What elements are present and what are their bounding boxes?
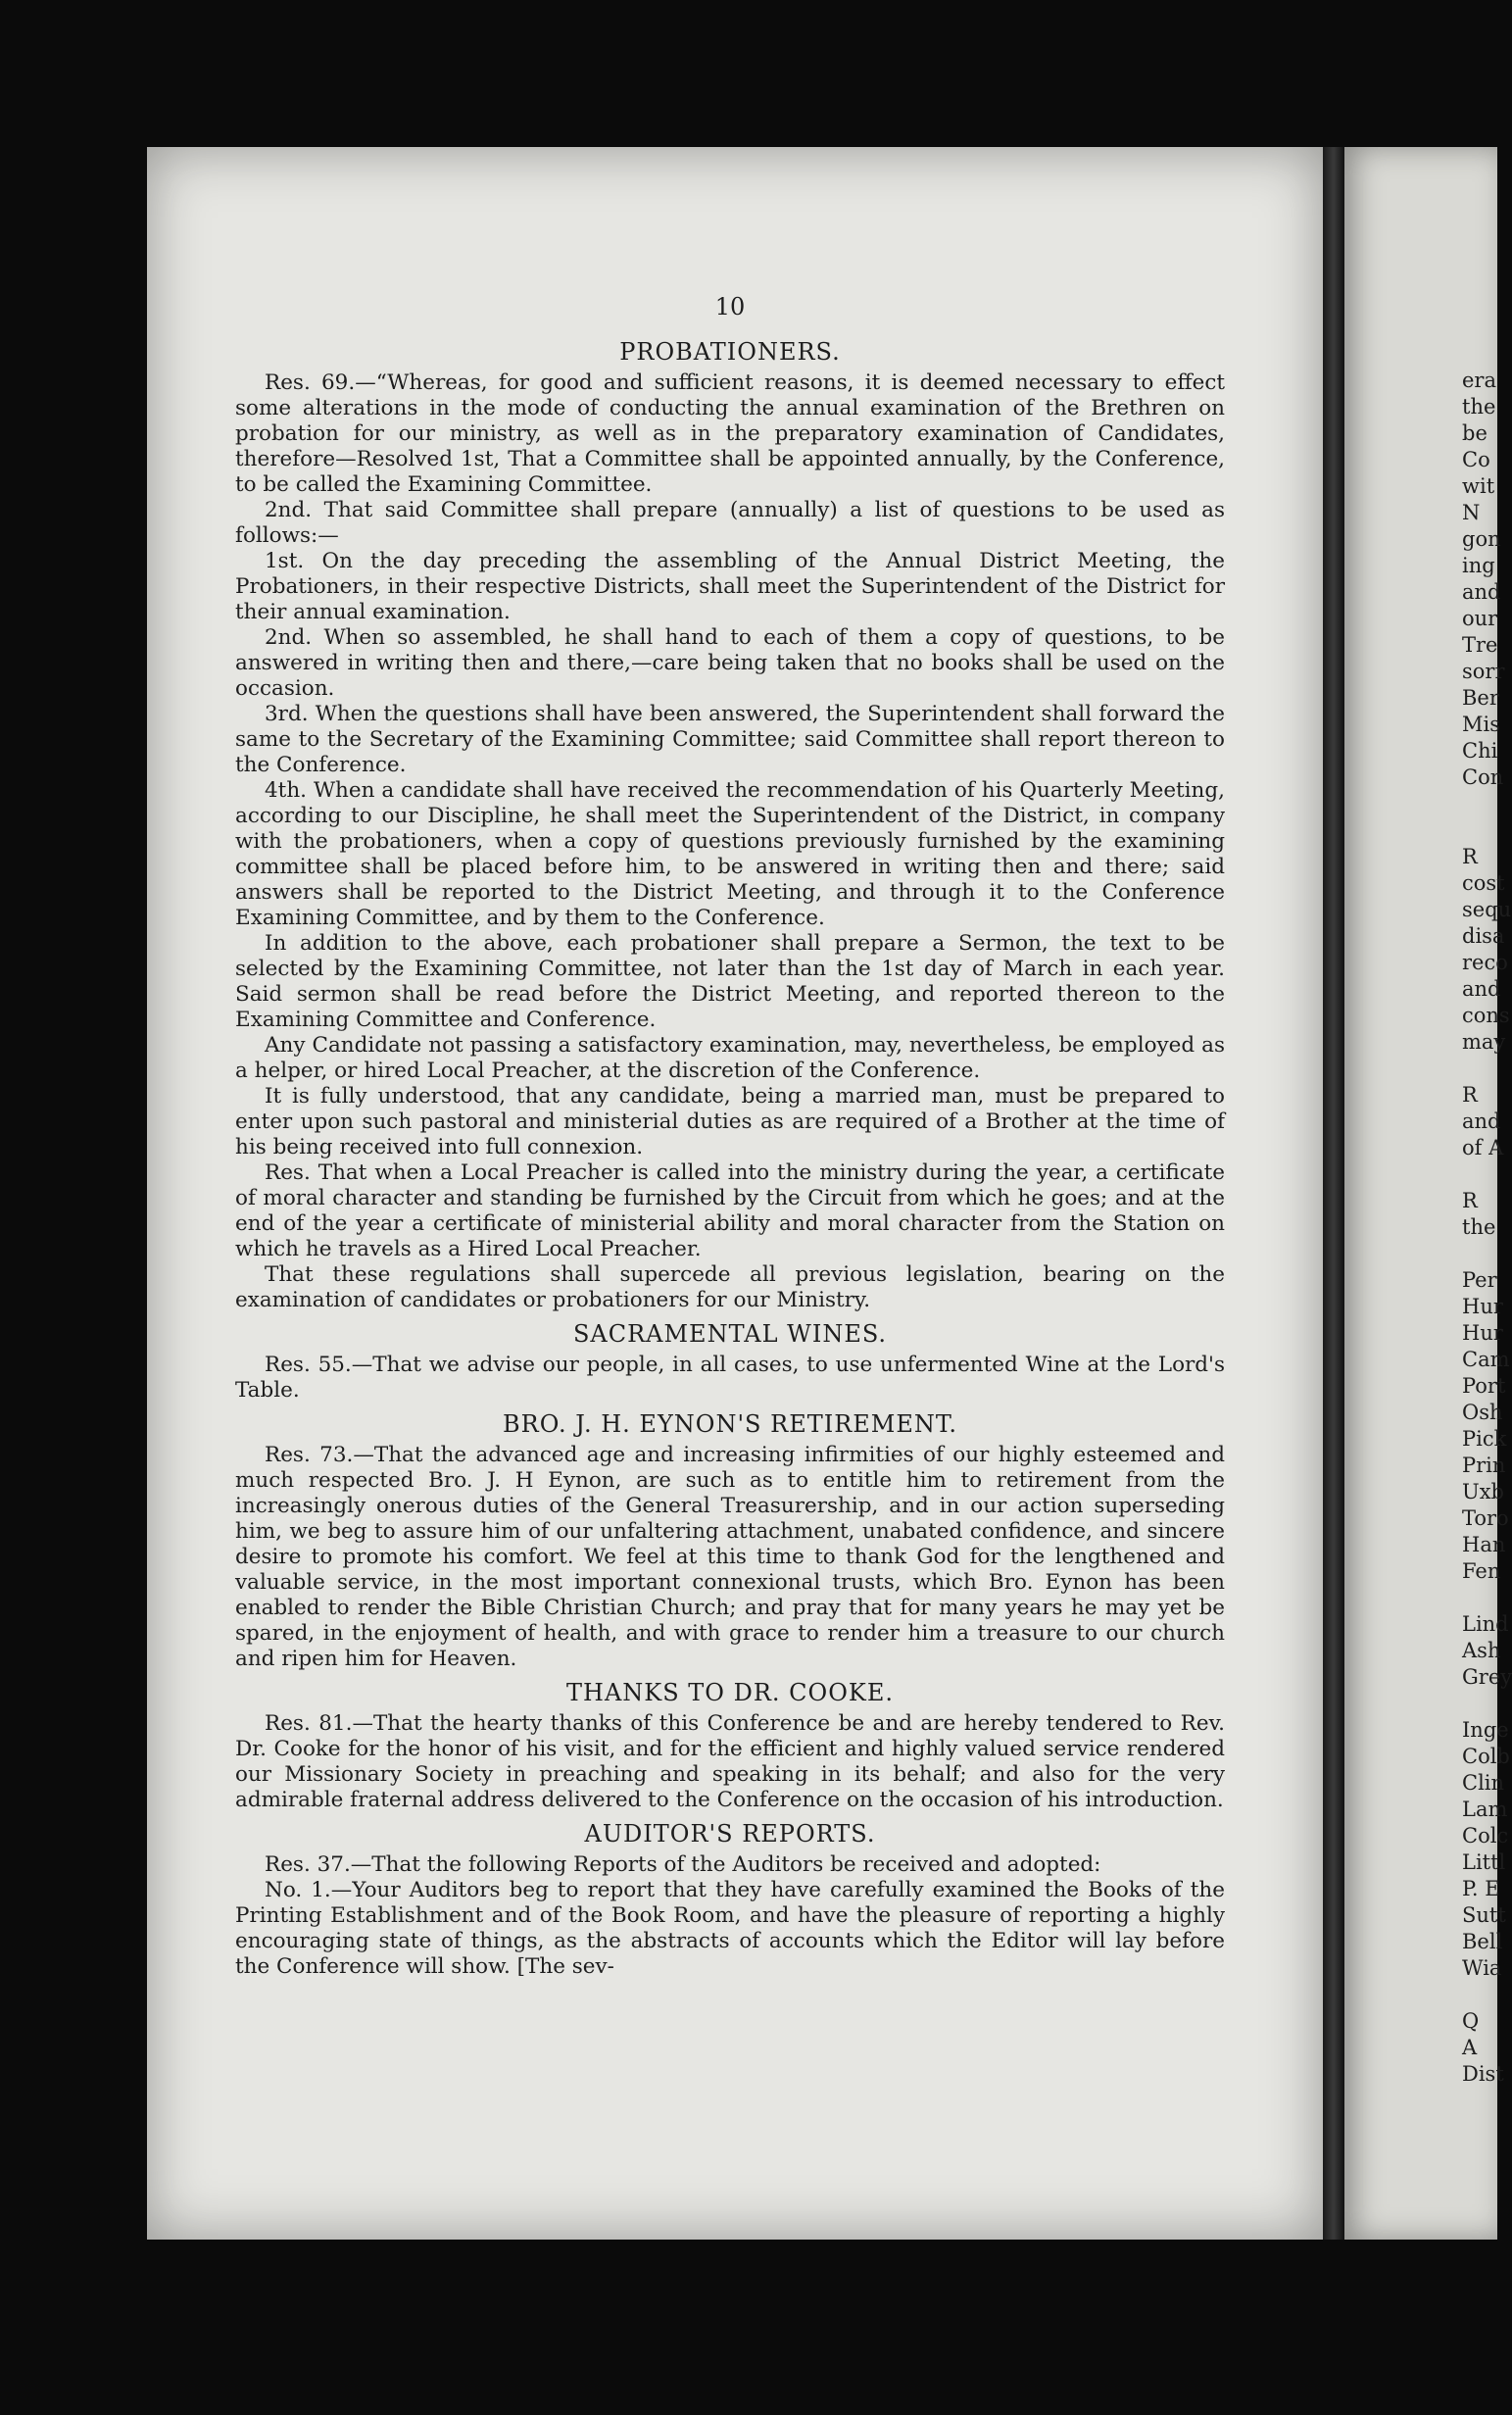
facing-fragment: Littl [1462,1850,1506,1874]
facing-fragment: Per [1462,1268,1497,1292]
facing-fragment [1462,817,1497,844]
facing-fragment: Prin [1462,1454,1506,1477]
paragraph: It is fully understood, that any candidate, being a married man, must be prepared to enter upon such pastoral and ministerial duties as are required of a Brother at the time of his being received into full connexion. [235,1084,1225,1159]
facing-fragment: R [1462,845,1478,868]
book-gutter [1323,147,1344,2240]
paragraph: 1st. On the day preceding the assembling of the Annual District Meeting, the Probationers, in their respective Districts, shall meet the Superintendent of the District for their annual examination. [235,549,1225,624]
facing-fragment: our [1462,607,1498,630]
facing-fragment: Lind [1462,1612,1509,1636]
facing-fragment: sequ [1462,898,1512,921]
facing-fragment [1462,1241,1497,1267]
section-heading: AUDITOR'S REPORTS. [584,1820,876,1848]
facing-fragment: Han [1462,1533,1506,1556]
facing-fragment: gon [1462,527,1501,551]
facing-fragment: Toro [1462,1506,1509,1530]
facing-fragment [1462,1982,1497,2008]
facing-fragment [1462,791,1497,817]
facing-fragment: Bell [1462,1930,1503,1953]
page-text-column [235,294,1225,1980]
facing-fragment: cons [1462,1004,1510,1027]
facing-fragment: Ber [1462,686,1499,710]
facing-fragment: Clin [1462,1771,1505,1795]
section [235,1321,1225,1404]
paragraph: Res. 69.—“Whereas, for good and sufficient reasons, it is deemed necessary to effect some alterations in the mode of conducting the annual examination of the Brethren on probation for our ministry, as well as in the preparatory examination of Candidates, therefore—Resolved 1st, That a Committee shall be appointed annually, by the Conference, to be called the Examining Committee. [235,370,1225,497]
facing-fragment: and [1462,1109,1501,1133]
facing-fragment: P. E [1462,1877,1500,1900]
facing-fragment: Wia [1462,1956,1502,1980]
facing-fragment: Uxb [1462,1480,1504,1503]
facing-fragment: of A [1462,1136,1504,1159]
facing-fragment: sorr [1462,660,1505,683]
paragraph: Any Candidate not passing a satisfactory examination, may, nevertheless, be employed as a helper, or hired Local Preacher, at the discretion of the Conference. [235,1033,1225,1083]
facing-fragment: Dist [1462,2062,1504,2086]
facing-fragment: Co [1462,448,1490,471]
paragraph: In addition to the above, each probationer shall prepare a Sermon, the text to be selected by the Examining Committee, not later than the 1st day of March in each year. Said sermon shall be read before the District Meeting, and reported thereon to the Examining Committee and Conference. [235,931,1225,1032]
facing-fragment: Osh [1462,1401,1503,1424]
facing-fragment: Pick [1462,1427,1507,1451]
facing-fragment: Lam [1462,1798,1508,1821]
paragraph: Res. That when a Local Preacher is called into the ministry during the year, a certificate of moral character and standing be furnished by the Circuit from which he goes; and at the end of the year a certificate of ministerial ability and moral character from the Station on which he travels as a Hired Local Preacher. [235,1160,1225,1261]
section-heading: SACRAMENTAL WINES. [572,1320,888,1348]
paragraph: Res. 37.—That the following Reports of the Auditors be received and adopted: [265,1852,1101,1877]
facing-fragment: Hur [1462,1321,1503,1345]
facing-fragment: A [1462,2036,1478,2059]
facing-fragment: Chi [1462,739,1498,763]
section-heading: BRO. J. H. EYNON'S RETIREMENT. [502,1410,957,1438]
facing-fragment: cost [1462,871,1505,895]
paragraph: Res. 73.—That the advanced age and increasing infirmities of our highly esteemed and much respected Bro. J. H Eynon, are such as to entitle him to retirement from the increasingly onerous duties of the General Treasurership, and in our action superseding him, we beg to assure him of our unfaltering attachment, unabated confidence, and sincere desire to promote his comfort. We feel at this time to thank God for the lengthened and valuable service, in the most important connexional trusts, which Bro. Eynon has been enabled to render the Bible Christian Church; and pray that for many years he may yet be spared, in the enjoyment of health, and with grace to render him a treasure to our church and ripen him for Heaven. [235,1443,1225,1671]
facing-fragment: Cam [1462,1348,1510,1371]
facing-fragment [1462,1585,1497,1611]
section [235,339,1225,1313]
section-heading: THANKS TO DR. COOKE. [566,1679,894,1706]
facing-fragment [1462,1056,1497,1082]
facing-fragment: Port [1462,1374,1506,1398]
section [235,1411,1225,1672]
paragraph: 2nd. When so assembled, he shall hand to each of them a copy of questions, to be answered in writing then and there,—care being taken that no books shall be used on the occasion. [235,625,1225,701]
facing-fragment: and [1462,580,1501,604]
facing-fragment: R [1462,1189,1478,1212]
facing-fragment: Hur [1462,1295,1503,1318]
facing-fragment: era [1462,369,1496,392]
facing-fragment [1462,1161,1497,1188]
section [235,1680,1225,1813]
facing-fragment: the [1462,395,1496,419]
facing-fragment: Q [1462,2009,1480,2033]
paragraph: Res. 55.—That we advise our people, in all cases, to use unfermented Wine at the Lord's Table. [235,1353,1225,1403]
facing-fragment: R [1462,1083,1478,1107]
facing-fragment: be [1462,421,1488,445]
paragraph: No. 1.—Your Auditors beg to report that they have carefully examined the Books of the Printing Establishment and of the Book Room, and have the pleasure of reporting a highly encouraging state of things, as the abstracts of accounts which the Editor will lay before the Conference will show. [The sev- [235,1878,1225,1979]
paragraph: 3rd. When the questions shall have been answered, the Superintendent shall forward the same to the Secretary of the Examining Committee; said Committee shall report thereon to the Conference. [235,702,1225,777]
facing-fragment: Grey [1462,1665,1512,1689]
facing-fragment: Inge [1462,1718,1509,1742]
facing-fragment: Colc [1462,1824,1509,1848]
paragraph: 2nd. That said Committee shall prepare (annually) a list of questions to be used as follows:— [235,498,1225,548]
facing-fragment: Ash [1462,1639,1501,1662]
facing-fragment: wit [1462,474,1495,498]
facing-fragment: Tre [1462,633,1498,657]
facing-fragment: Colb [1462,1745,1510,1768]
facing-fragment: Mis [1462,713,1500,736]
facing-fragment: reco [1462,951,1508,974]
paragraph: 4th. When a candidate shall have received the recommendation of his Quarterly Meeting, according to our Discipline, he shall meet the Superintendent of the District, in company with the probationers, when a copy of questions previously furnished by the examining committee shall be placed before him, to be answered in writing then and there; said answers shall be reported to the District Meeting, and through it to the Conference Examining Committee, and by them to the Conference. [235,778,1225,930]
facing-fragment: Sutt [1462,1903,1506,1927]
facing-fragment: ing [1462,554,1495,577]
section-heading: PROBATIONERS. [619,338,841,366]
sections [235,339,1225,1980]
facing-fragment: the [1462,1215,1496,1239]
facing-page-text [1462,368,1512,2088]
facing-fragment [1462,1691,1497,1717]
paragraph: That these regulations shall supercede all previous legislation, bearing on the examination of candidates or probationers for our Ministry. [235,1262,1225,1312]
facing-fragment: N [1462,501,1481,524]
facing-fragment: disa [1462,924,1505,948]
facing-fragment: Fen [1462,1559,1501,1583]
page-number: 10 [714,293,746,320]
facing-fragment: and [1462,977,1501,1001]
facing-fragment: Con [1462,765,1504,789]
facing-fragment: may [1462,1030,1506,1054]
paragraph: Res. 81.—That the hearty thanks of this Conference be and are hereby tendered to Rev. Dr. Cooke for the honor of his visit, and for the efficient and highly valued service rendered our Missionary Society in preaching and speaking in its behalf; and also for the very admirable fraternal address delivered to the Conference on the occasion of his introduction. [235,1711,1225,1812]
section [235,1821,1225,1980]
